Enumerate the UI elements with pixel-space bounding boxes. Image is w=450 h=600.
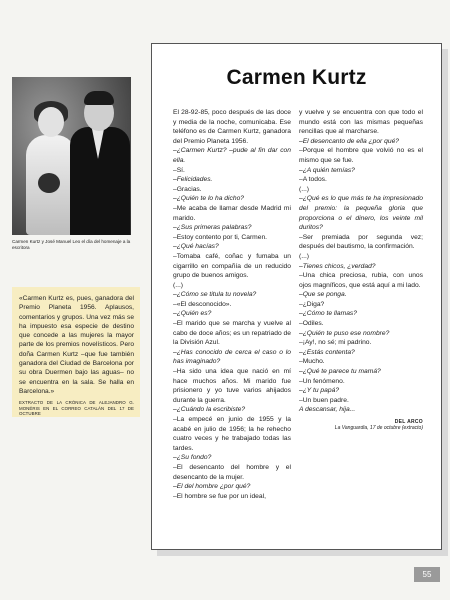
article-paragraph: –Que se ponga. <box>299 291 347 299</box>
article-paragraph: (...) <box>299 252 310 260</box>
article-paragraph: –Felicidades. <box>173 176 213 184</box>
article-paragraph: –Ser premiada por segunda vez; después del bautismo, la confirmación. <box>299 233 423 251</box>
article-column-right <box>299 108 423 431</box>
article-paragraph: –¿Cuándo la escribiste? <box>173 406 246 414</box>
article-paragraph: –Porque el hombre que volvió no es el mismo que se fue. <box>299 147 423 164</box>
article-paragraph: –Me acaba de llamar desde Madrid mi marido. <box>173 204 291 222</box>
article-paragraph: –¿Qué hacías? <box>173 243 219 251</box>
photo-caption: Carmen Kurtz y José Manuel Leo el día del homenaje a la escritora <box>12 239 131 250</box>
sidebar-credit: EXTRACTO DE LA CRÓNICA DE ALEJANDRO G. MONÉRIS EN EL CORREO CATALÁN DEL 17 DE OCTUBRE <box>19 400 134 417</box>
article-paragraph: –Una chica preciosa, rubia, con unos ojos magníficos, que está aquí a mi lado. <box>299 272 423 289</box>
article-paragraph: –¿Su fondo? <box>173 454 212 462</box>
article-paragraph: –Un buen padre. <box>299 396 349 404</box>
photo-woman-head <box>38 107 64 137</box>
article-paragraph: –¿Cómo te llamas? <box>299 310 357 318</box>
article-paragraph: –¡Ay!, no sé; mi padrino. <box>299 339 372 347</box>
article-paragraph: –¿Quién te puso ese nombre? <box>299 329 390 337</box>
article-paragraph: A descansar, hija... <box>299 406 356 414</box>
article-paragraph: –El hombre se fue por un ideal, <box>173 492 266 500</box>
article-paragraph: –¿Qué es lo que más te ha impresionado del premio: la pequeña gloria que proporciona o el dinero, los veinte mil duritos? <box>299 195 423 232</box>
photo-man-hair <box>84 91 114 105</box>
article-paragraph: (...) <box>299 185 310 193</box>
article-paragraph: –Un fenómeno. <box>299 377 345 385</box>
article-paragraph: –El del hombre ¿por qué? <box>173 483 251 491</box>
article-title: Carmen Kurtz <box>226 66 367 89</box>
photo-bouquet <box>38 173 60 193</box>
article-paragraph: –¿A quién temías? <box>299 166 355 174</box>
article-paragraph: –¿Qué te parece tu mamá? <box>299 368 381 376</box>
article-paragraph: –El desencanto del hombre y el desencanto de la mujer. <box>173 463 291 481</box>
article-paragraph: –«El desconocido». <box>173 300 232 308</box>
article-paragraph: –Gracias. <box>173 185 202 193</box>
article-column-right-body <box>299 108 423 415</box>
article-signature <box>299 419 423 431</box>
article-paragraph: –¿Sus primeras palabras? <box>173 224 252 232</box>
article-paragraph: –Tienes chicos, ¿verdad? <box>299 262 376 270</box>
article-paragraph: –Estoy contento por ti, Carmen. <box>173 233 268 241</box>
article-author: DEL ARCO <box>394 419 423 425</box>
article-panel <box>151 43 442 550</box>
article-source: La Vanguardia, 17 de octubre (extracto) <box>334 425 423 431</box>
article-paragraph: –Ha sido una idea que nació en mí hace muchos años. Mi marido fue prisionero y yo tuve varios ahijados durante la guerra. <box>173 368 291 404</box>
article-paragraph: (...) <box>173 281 184 289</box>
article-paragraph: –La empecé en junio de 1955 y la acabé en julio de 1956; la he rehecho cuatro veces y he trabajado todas las tardes. <box>173 416 291 452</box>
article-paragraph: –¿Quién te lo ha dicho? <box>173 195 245 203</box>
article-paragraph: –Sí. <box>173 166 185 174</box>
article-paragraph: –¿Cómo se titula tu novela? <box>173 291 257 299</box>
article-paragraph: –Tomaba café, coñac y fumaba un cigarrillo en compañía de un reducido grupo de buenos amigos. <box>173 252 291 280</box>
article-paragraph: El 28-92-85, poco después de las doce y media de la noche, comunicaba. Ese teléfono es de Carmen Kurtz, ganadora del Premio Planeta 1956. <box>173 109 291 145</box>
article-paragraph: –¿Has conocido de cerca el caso o lo has imaginado? <box>173 348 291 366</box>
article-paragraph: y vuelve y se encuentra con que todo el mundo está con las mismas pequeñas rencillas que al marcharse. <box>299 109 423 136</box>
article-paragraph: –El marido que se marcha y vuelve al cabo de doce años; es un repatriado de la División Azul. <box>173 320 291 347</box>
article-paragraph: –A todos. <box>299 176 327 184</box>
article-paragraph: –¿Carmen Kurtz? –pude al fin dar con ella. <box>173 147 291 164</box>
article-paragraph: –¿Diga? <box>299 300 325 308</box>
page-number: 55 <box>414 567 440 582</box>
article-column-left <box>173 108 291 501</box>
author-photo <box>12 77 131 235</box>
article-paragraph: –¿Quién es? <box>173 310 212 318</box>
sidebar-quote: «Carmen Kurtz es, pues, ganadora del Premio Planeta 1956. Aplausos, comentarios y grupos. Una vez más se ha impuesto esa especie de destino que concede a las mujeres la mayor parte de los premios novelísticos. Pero doña Carmen Kurtz –que fue también ganadora del Ciudad de Barcelona por su obra Duermen bajo las aguas– no se encuentra en la sala. Se halla en Barcelona.» <box>19 295 134 395</box>
article-paragraph: –Odiles. <box>299 320 324 328</box>
article-paragraph: –El desencanto de ella ¿por qué? <box>299 137 400 145</box>
article-paragraph: –Mucho. <box>299 358 325 366</box>
article-paragraph: –¿Estás contenta? <box>299 348 355 356</box>
sidebar-quote-box <box>12 287 140 417</box>
article-paragraph: –¿Y tu papá? <box>299 387 340 395</box>
